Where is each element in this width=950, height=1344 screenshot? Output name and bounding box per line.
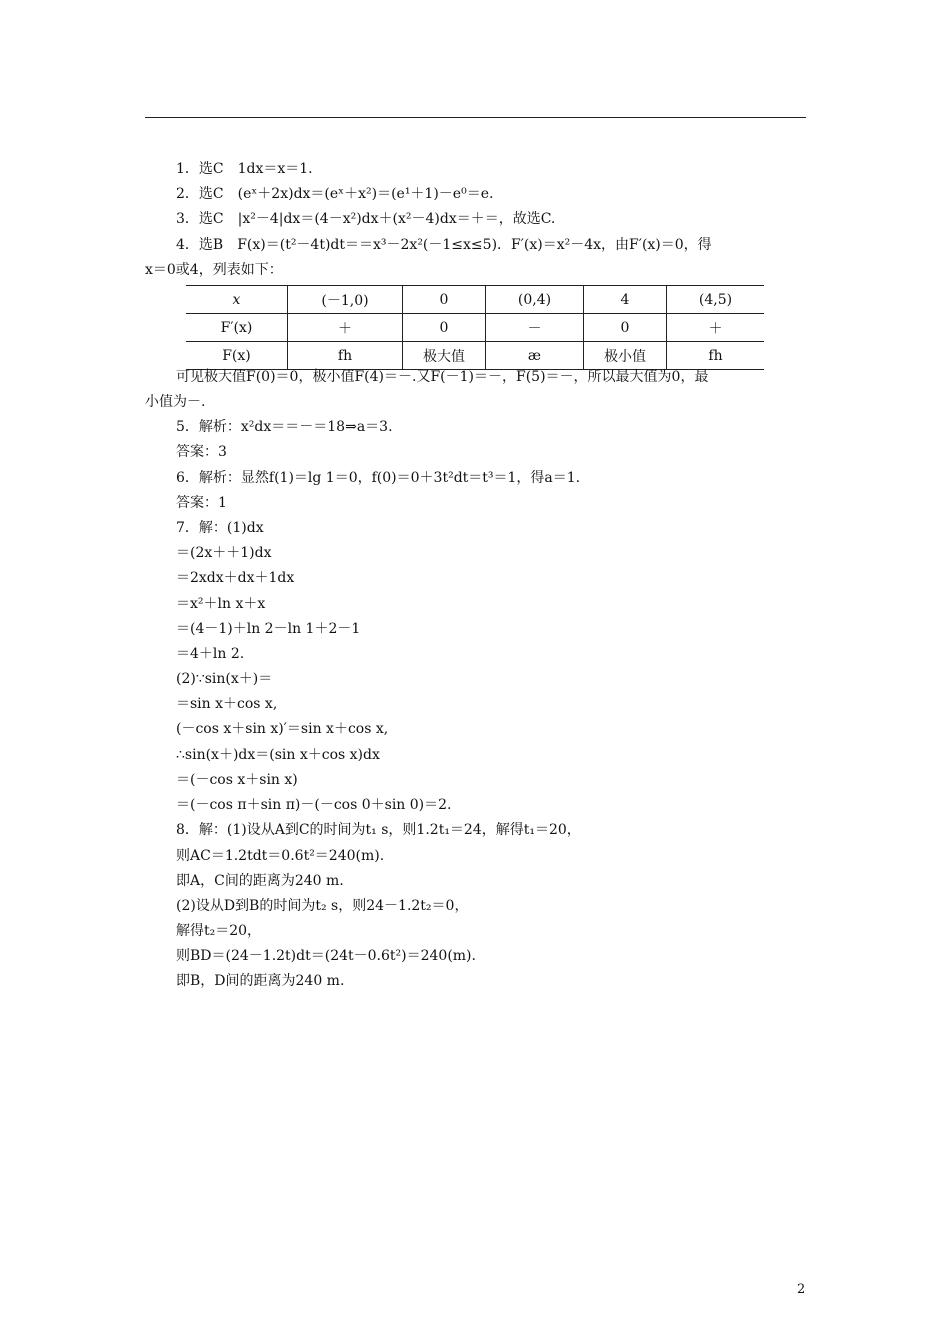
table-cell: x (186, 286, 288, 314)
solution-8: 8．解：(1)设从A到C的时间为t₁ s，则1.2t₁＝24，解得t₁＝20， (176, 822, 581, 838)
table-row (186, 314, 764, 342)
table-cell: æ (486, 342, 584, 370)
solution-6: 6．解析：显然f(1)＝lg 1＝0，f(0)＝0＋3t²dt＝t³＝1，得a＝1. (176, 470, 581, 486)
solution-7-step: ＝(－cos x＋sin x) (176, 772, 298, 788)
table-cell: fh (667, 342, 765, 370)
solution-7-step: ＝(－cos π＋sin π)－(－cos 0＋sin 0)＝2. (176, 797, 452, 813)
solution-8-step: 则BD＝(24－1.2t)dt＝(24t－0.6t²)＝240(m). (176, 948, 476, 964)
table-cell: (4,5) (667, 286, 765, 314)
answer-6: 答案：1 (176, 495, 227, 511)
solution-7: 7．解：(1)dx (176, 520, 264, 536)
solution-7-step: (－cos x＋sin x)′＝sin x＋cos x, (176, 721, 389, 737)
table-cell: 0 (584, 314, 667, 342)
solution-7-step: ＝sin x＋cos x, (176, 696, 278, 712)
table-cell: ＋ (667, 314, 765, 342)
solution-7-part2: (2)∵sin(x＋)＝ (176, 671, 273, 687)
page-number: 2 (797, 1282, 806, 1297)
solution-7-step: ＝(2x＋＋1)dx (176, 545, 272, 561)
table-cell: 0 (403, 286, 486, 314)
solution-3: 3．选C |x²－4|dx＝(4－x²)dx＋(x²－4)dx＝＋＝，故选C. (176, 211, 556, 227)
table-cell: 极大值 (403, 342, 486, 370)
solution-8-step: 即B，D间的距离为240 m. (176, 973, 345, 989)
sign-table (186, 285, 764, 370)
solution-8-step: 则AC＝1.2tdt＝0.6t²＝240(m). (176, 848, 385, 864)
solution-8-step: 即A，C间的距离为240 m. (176, 873, 344, 889)
table-cell: F′(x) (186, 314, 288, 342)
table-cell: fh (288, 342, 403, 370)
solution-1: 1．选C 1dx＝x＝1. (176, 161, 313, 177)
conclusion-cont: 小值为－. (145, 394, 206, 410)
answer-5: 答案：3 (176, 444, 227, 460)
table-cell: (－1,0) (288, 286, 403, 314)
table-cell: ＋ (288, 314, 403, 342)
solution-7-step: ＝x²＋ln x＋x (176, 596, 266, 612)
table-cell: 0 (403, 314, 486, 342)
solution-7-step: ＝(4－1)＋ln 2－ln 1＋2－1 (176, 621, 361, 637)
solution-8-step: 解得t₂＝20， (176, 923, 262, 939)
solution-4-cont: x＝0或4，列表如下： (145, 262, 283, 278)
table-cell: F(x) (186, 342, 288, 370)
conclusion-line: 可见极大值F(0)＝0，极小值F(4)＝－.又F(－1)＝－，F(5)＝－，所以最大值为0，最 (176, 369, 709, 385)
table-cell: 4 (584, 286, 667, 314)
solution-4: 4．选B F(x)＝(t²－4t)dt＝＝x³－2x²(－1≤x≤5)．F′(x)＝x²－4x，由F′(x)＝0，得 (176, 237, 712, 253)
table-row (186, 286, 764, 314)
header-rule (145, 117, 806, 118)
table-cell: － (486, 314, 584, 342)
solution-8-part2: (2)设从D到B的时间为t₂ s，则24－1.2t₂＝0， (176, 898, 469, 914)
solution-7-step: ∴sin(x＋)dx＝(sin x＋cos x)dx (176, 747, 380, 763)
solution-7-step: ＝4＋ln 2. (176, 646, 245, 662)
solution-2: 2．选C (eˣ＋2x)dx＝(eˣ＋x²)＝(e¹＋1)－e⁰＝e. (176, 186, 494, 202)
solution-5: 5．解析：x²dx＝＝－＝18⇒a＝3. (176, 419, 393, 435)
table-row (186, 342, 764, 370)
table-cell: (0,4) (486, 286, 584, 314)
table-cell: 极小值 (584, 342, 667, 370)
solution-7-step: ＝2xdx＋dx＋1dx (176, 570, 295, 586)
